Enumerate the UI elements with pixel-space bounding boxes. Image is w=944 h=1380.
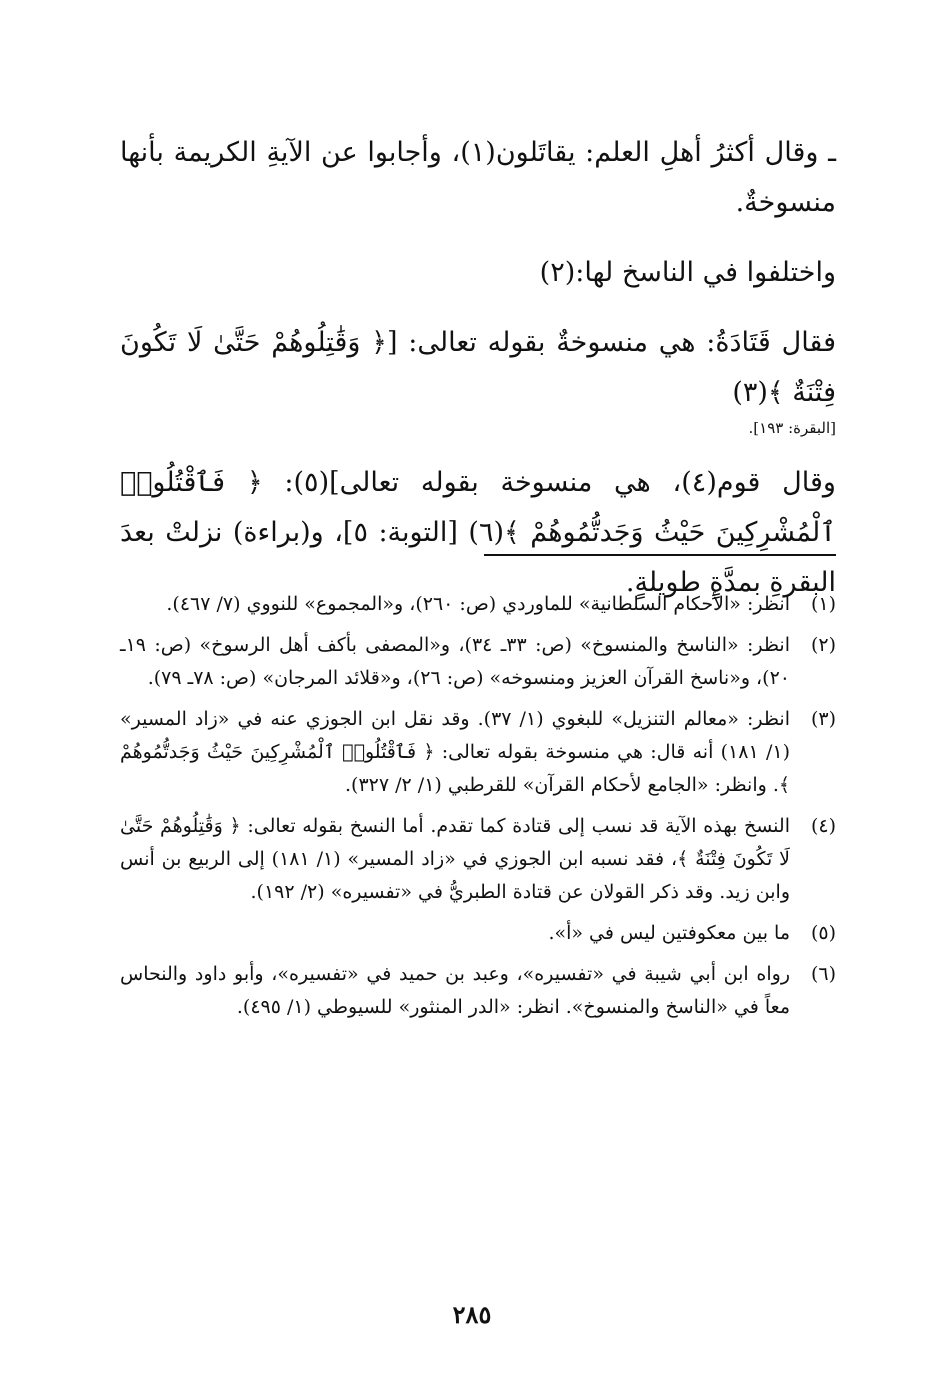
footnote-text: رواه ابن أبي شيبة في «تفسيره»، وعبد بن حميد في «تفسيره»، وأبو داود والنحاس معاً في «الناسخ والمنسوخ». انظر: «الدر المنثور» للسيوطي (١/ ٤٩٥). bbox=[120, 963, 790, 1018]
footnote-text: انظر: «الأحكام السلطانية» للماوردي (ص: ٢٦٠)، و«المجموع» للنووي (٧/ ٤٦٧). bbox=[166, 593, 790, 615]
page-number: ٢٨٥ bbox=[452, 1300, 492, 1329]
paragraph-abrogator-dispute: واختلفوا في الناسخ لها:(٢) bbox=[539, 257, 836, 288]
footnote-text: انظر: «الناسخ والمنسوخ» (ص: ٣٣ـ ٣٤)، و«المصفى بأكف أهل الرسوخ» (ص: ١٩ـ ٢٠)، و«ناسخ القرآن العزيز ومنسوخه» (ص: ٢٦)، و«قلائد المرجان» (ص: ٧٨ـ ٧٩). bbox=[120, 634, 791, 689]
footnote-2 bbox=[120, 629, 836, 695]
footnote-number: (٤) bbox=[810, 815, 836, 837]
footnote-4 bbox=[120, 810, 836, 909]
footnote-number: (٢) bbox=[810, 634, 836, 656]
footnote-number: (٣) bbox=[810, 708, 836, 730]
footnote-text: ما بين معكوفتين ليس في «أ». bbox=[548, 922, 790, 944]
footnote-text: انظر: «معالم التنزيل» للبغوي (١/ ٣٧). وقد نقل ابن الجوزي عنه في «زاد المسير» (١/ ١٨١) أنه قال: هي منسوخة بقوله تعالى: ﴿ فَٱقْتُلُوا۟ ٱلْمُشْرِكِينَ حَيْثُ وَجَدتُّمُوهُمْ ﴾. وانظر: «الجامع لأحكام القرآن» للقرطبي (١/ ٢/ ٣٢٧). bbox=[120, 708, 790, 796]
footnote-1 bbox=[120, 588, 836, 621]
footnote-number: (١) bbox=[810, 593, 836, 615]
footnote-text: النسخ بهذه الآية قد نسب إلى قتادة كما تقدم. أما النسخ بقوله تعالى: ﴿ وَقَٰتِلُوهُمْ حَتَّىٰ لَا تَكُونَ فِتْنَةٌ ﴾، فقد نسبه ابن الجوزي في «زاد المسير» (١/ ١٨١) إلى الربيع بن أنس وابن زيد. وقد ذكر القولان عن قتادة الطبريُّ في «تفسيره» (٢/ ١٩٢). bbox=[120, 815, 790, 903]
paragraph-majority-opinion: ـ وقال أكثرُ أهلِ العلم: يقاتَلون(١)، وأجابوا عن الآيةِ الكريمة بأنها منسوخةٌ. bbox=[120, 137, 836, 218]
footnote-6 bbox=[120, 958, 836, 1024]
paragraph-qatada-text: فقال قَتَادَةُ: هي منسوخةٌ بقوله تعالى: [﴿ وَقَٰتِلُوهُمْ حَتَّىٰ لَا تَكُونَ فِتْنَةٌ ﴾(٣) bbox=[120, 327, 836, 408]
footnote-number: (٦) bbox=[810, 963, 836, 985]
footnote-5 bbox=[120, 917, 836, 950]
paragraph-other-group: وقال قوم(٤)، هي منسوخة بقوله تعالى](٥): ﴿ فَٱقْتُلُوا۟ ٱلْمُشْرِكِينَ حَيْثُ وَجَدتُّمُوهُمْ ﴾(٦) [التوبة: ٥]، و(براءة) نزلتْ بعدَ البقرةِ بمدَّةٍ طويلةٍ. bbox=[120, 467, 836, 598]
main-text bbox=[120, 128, 836, 608]
footnote-number: (٥) bbox=[810, 922, 836, 944]
footnotes bbox=[120, 588, 836, 1032]
footnote-divider bbox=[484, 554, 836, 556]
surah-reference-baqarah: [البقرة: ١٩٣]. bbox=[748, 419, 836, 437]
footnote-3 bbox=[120, 703, 836, 802]
paragraph-qatada bbox=[120, 318, 836, 438]
